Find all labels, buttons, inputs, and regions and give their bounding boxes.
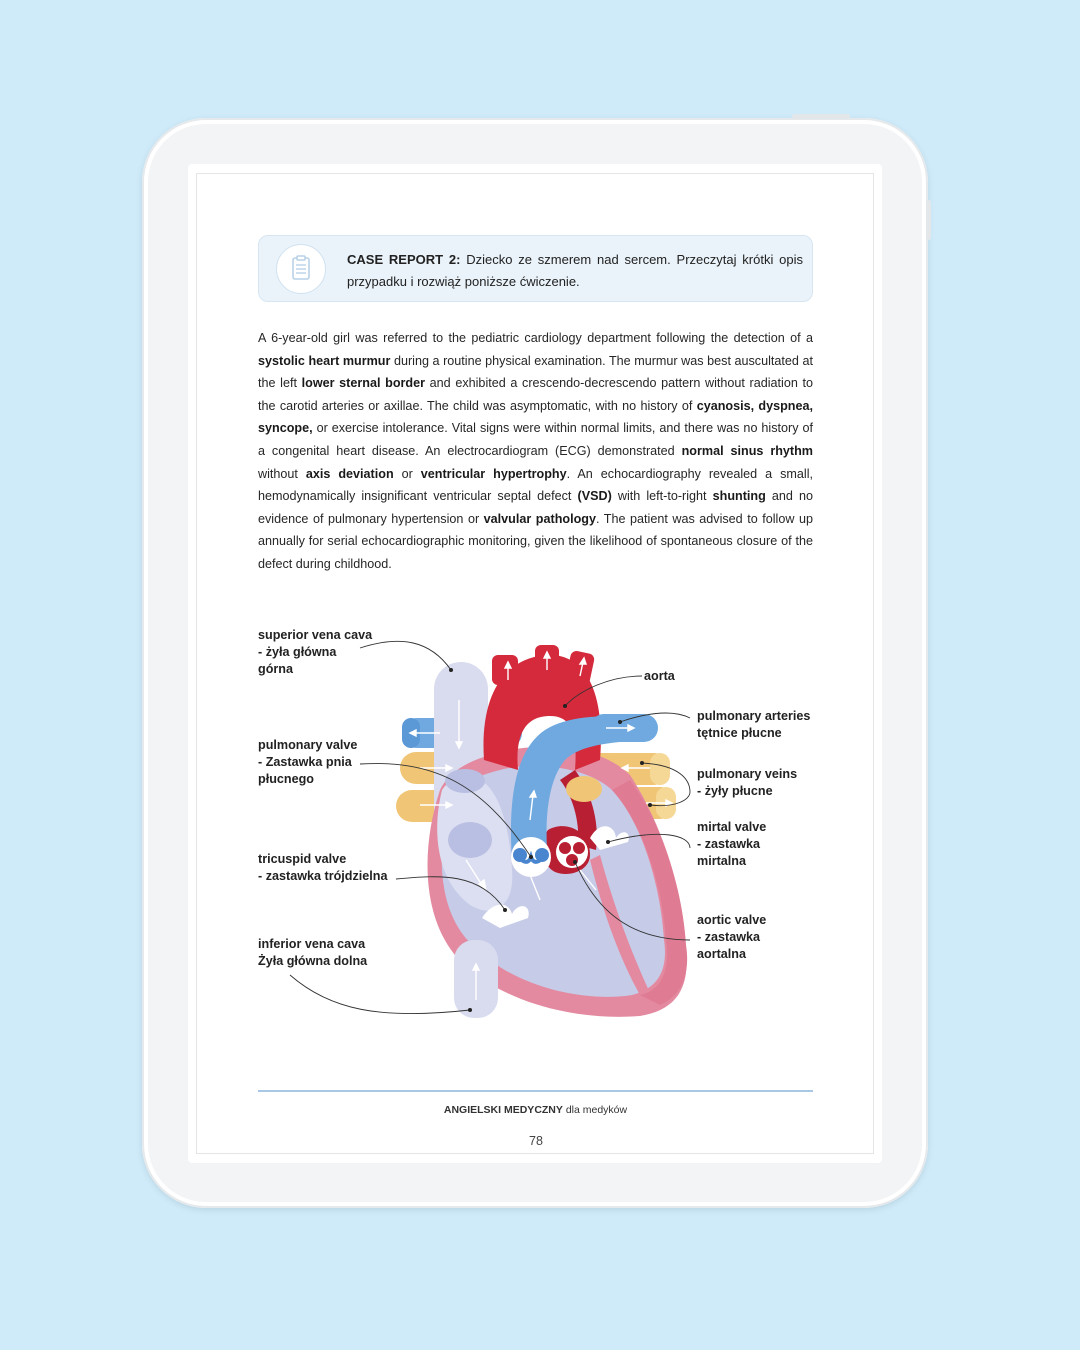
text-run: and no evidence of pulmonary hypertension or bbox=[258, 489, 813, 526]
term-vsd: (VSD) bbox=[577, 489, 612, 504]
label-line: - zastawka trójdzielna bbox=[258, 869, 388, 883]
label-line: mirtalna bbox=[697, 854, 746, 868]
label-line: pulmonary valve bbox=[258, 738, 358, 752]
label-line: aortic valve bbox=[697, 913, 767, 927]
label-pulmonary-arteries bbox=[697, 708, 810, 742]
footer-divider bbox=[258, 1090, 813, 1092]
case-report-instructions: Dziecko ze szmerem nad sercem. Przeczytaj krótki opis przypadku i rozwiąż poniższe ćwiczenie. bbox=[347, 252, 803, 289]
label-line: tętnice płucne bbox=[697, 726, 782, 740]
term-lower-sternal-border: lower sternal border bbox=[301, 376, 426, 391]
label-superior-vena-cava bbox=[258, 627, 372, 678]
footer-title-bold: ANGIELSKI MEDYCZNY bbox=[443, 1104, 563, 1116]
label-line: superior vena cava bbox=[258, 628, 373, 642]
label-pulmonary-veins bbox=[697, 766, 797, 800]
text-run: or exercise intolerance. Vital signs were within normal limits, and there was no history of a congenital heart disease. An electrocardiogram (ECG) demonstrated bbox=[258, 421, 813, 458]
term-ventricular-hypertrophy: ventricular hypertrophy bbox=[420, 466, 567, 481]
tablet-top-button bbox=[792, 114, 850, 119]
label-line: płucnego bbox=[258, 772, 314, 786]
case-description bbox=[258, 327, 813, 576]
term-systolic-murmur: systolic heart murmur bbox=[258, 353, 391, 368]
term-valvular-pathology: valvular pathology bbox=[483, 511, 596, 526]
label-line: - żyły płucne bbox=[697, 784, 773, 798]
footer-book-title bbox=[258, 1104, 813, 1116]
label-aorta bbox=[644, 668, 675, 685]
label-tricuspid-valve bbox=[258, 851, 387, 885]
term-normal-sinus-rhythm: normal sinus rhythm bbox=[681, 443, 813, 458]
clipboard-icon bbox=[276, 244, 326, 294]
case-report-text bbox=[347, 249, 803, 293]
term-shunting: shunting bbox=[712, 489, 766, 504]
label-pulmonary-valve bbox=[258, 737, 357, 788]
label-line: aorta bbox=[644, 669, 675, 683]
case-report-heading: CASE REPORT 2: bbox=[347, 252, 461, 267]
text-run: or bbox=[393, 466, 421, 481]
footer-title-rest: dla medyków bbox=[562, 1104, 628, 1116]
label-line: tricuspid valve bbox=[258, 852, 347, 866]
case-report-box bbox=[258, 235, 813, 302]
page-number: 78 bbox=[505, 1134, 567, 1148]
label-line: - żyła główna bbox=[258, 645, 337, 659]
text-run: and exhibited a crescendo-decrescendo pattern without radiation to the carotid arteries or axillae. The child was asymptomatic, with no history of bbox=[258, 376, 813, 413]
text-run: during a routine physical examination. The murmur was best auscultated at the left bbox=[258, 353, 813, 391]
text-run: . An echocardiography revealed a small, hemodynamically insignificant ventricular septal defect bbox=[258, 466, 813, 504]
text-run: . The patient was advised to follow up annually for serial echocardiographic monitoring, given the likelihood of spontaneous closure of the defect during childhood. bbox=[258, 511, 813, 571]
label-line: inferior vena cava bbox=[258, 937, 366, 951]
label-line: aortalna bbox=[697, 947, 746, 961]
text-run: with left-to-right bbox=[611, 489, 713, 504]
tablet-side-button bbox=[926, 200, 931, 240]
term-axis-deviation: axis deviation bbox=[305, 466, 394, 481]
label-line: - zastawka bbox=[697, 930, 760, 944]
term-symptoms: cyanosis, dyspnea, syncope, bbox=[258, 398, 813, 436]
label-line: - zastawka bbox=[697, 837, 760, 851]
label-line: mirtal valve bbox=[697, 820, 767, 834]
text-run: A 6-year-old girl was referred to the pediatric cardiology department following the detection of a bbox=[258, 331, 813, 345]
label-line: Żyła główna dolna bbox=[258, 954, 368, 968]
label-aortic-valve bbox=[697, 912, 766, 963]
label-inferior-vena-cava bbox=[258, 936, 367, 970]
label-line: górna bbox=[258, 662, 293, 676]
label-line: pulmonary arteries bbox=[697, 709, 811, 723]
label-line: - Zastawka pnia bbox=[258, 755, 352, 769]
text-run: without bbox=[258, 466, 306, 481]
label-mitral-valve bbox=[697, 819, 766, 870]
label-line: pulmonary veins bbox=[697, 767, 798, 781]
